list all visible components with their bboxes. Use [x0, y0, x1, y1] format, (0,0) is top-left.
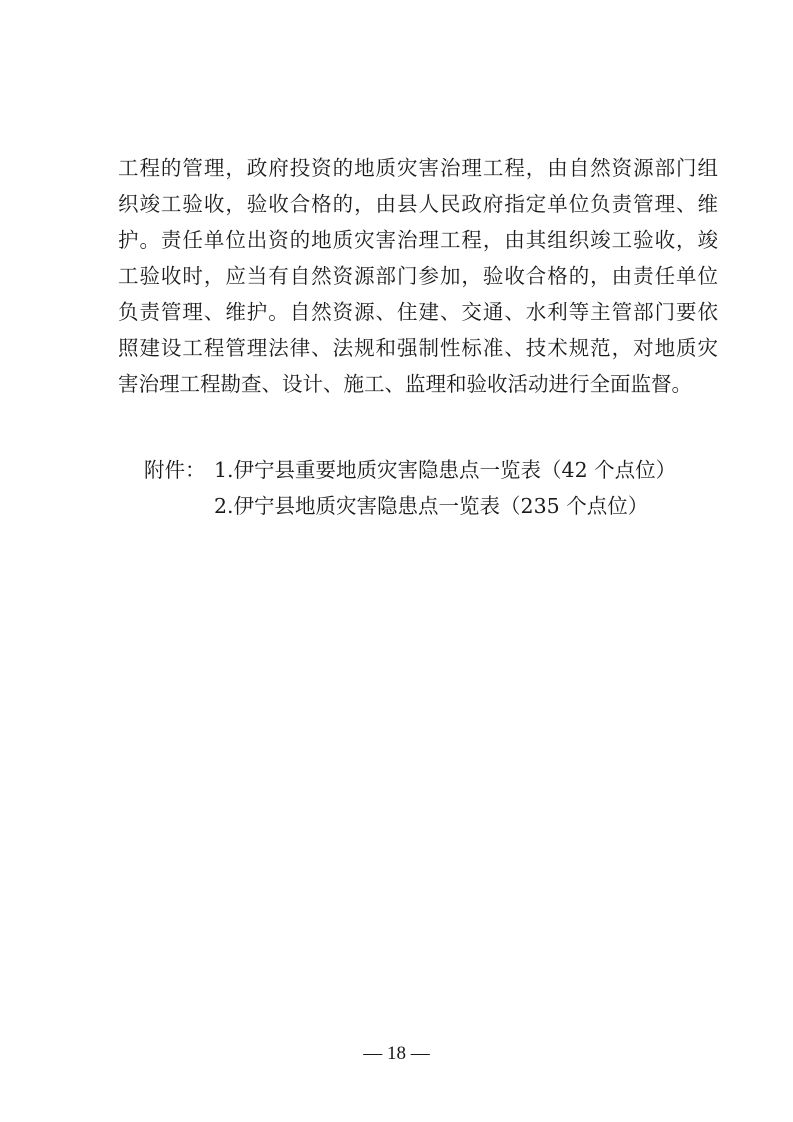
body-line-2: 织竣工验收，验收合格的，由县人民政府指定单位负责管理、维	[118, 192, 718, 216]
attachments-section	[144, 452, 744, 524]
attachment-item-2-text: 2.伊宁县地质灾害隐患点一览表（235 个点位）	[214, 494, 649, 518]
body-line-6: 照建设工程管理法律、法规和强制性标准、技术规范，对地质灾	[118, 336, 718, 360]
body-line-5: 负责管理、维护。自然资源、住建、交通、水利等主管部门要依	[118, 300, 718, 324]
attachment-item-2	[144, 488, 744, 524]
body-line-4: 工验收时，应当有自然资源部门参加，验收合格的，由责任单位	[118, 264, 718, 288]
body-line-1: 工程的管理，政府投资的地质灾害治理工程，由自然资源部门组	[118, 156, 718, 180]
attachment-item-1-text: 1.伊宁县重要地质灾害隐患点一览表（42 个点位）	[214, 458, 677, 482]
body-line-3: 护。责任单位出资的地质灾害治理工程，由其组织竣工验收，竣	[118, 228, 718, 252]
body-line-7: 害治理工程勘查、设计、施工、监理和验收活动进行全面监督。	[118, 372, 692, 396]
body-paragraph	[118, 150, 718, 402]
attachments-label: 附件：	[144, 458, 206, 482]
page-number: — 18 —	[363, 1043, 430, 1064]
attachment-item-1	[144, 452, 744, 488]
